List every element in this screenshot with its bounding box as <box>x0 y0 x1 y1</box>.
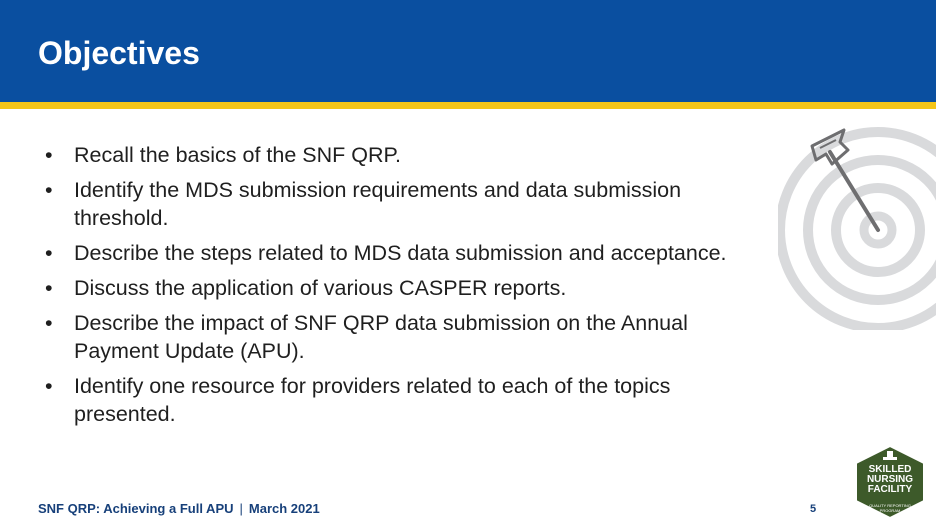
footer-course-title: SNF QRP: Achieving a Full APU <box>38 501 234 516</box>
header-stripe <box>0 102 936 109</box>
bullet-item: • Recall the basics of the SNF QRP. <box>45 141 765 169</box>
logo-sub-line: QUALITY REPORTING <box>869 503 911 508</box>
logo-wordmark <box>852 465 928 495</box>
objectives-list <box>45 141 765 435</box>
logo-sub-line: PROGRAM <box>879 508 901 513</box>
bullet-item: • Identify the MDS submission requirements and data submission threshold. <box>45 176 765 232</box>
footer-date: March 2021 <box>248 501 320 516</box>
logo-line: FACILITY <box>867 484 913 495</box>
footer-separator: | <box>239 501 243 516</box>
bullet-item: • Describe the impact of SNF QRP data submission on the Annual Payment Update (APU). <box>45 309 765 365</box>
logo-subtitle <box>852 503 928 513</box>
page-number: 5 <box>810 503 817 515</box>
footer-caption <box>38 501 320 517</box>
logo-line: NURSING <box>866 474 914 485</box>
slide-title: Objectives <box>38 35 200 71</box>
logo-line: SKILLED <box>868 464 912 475</box>
bullet-item: • Identify one resource for providers related to each of the topics presented. <box>45 372 765 428</box>
target-arrow-icon <box>778 120 936 330</box>
bullet-item: • Describe the steps related to MDS data submission and acceptance. <box>45 239 765 267</box>
bullet-item: • Discuss the application of various CASPER reports. <box>45 274 765 302</box>
